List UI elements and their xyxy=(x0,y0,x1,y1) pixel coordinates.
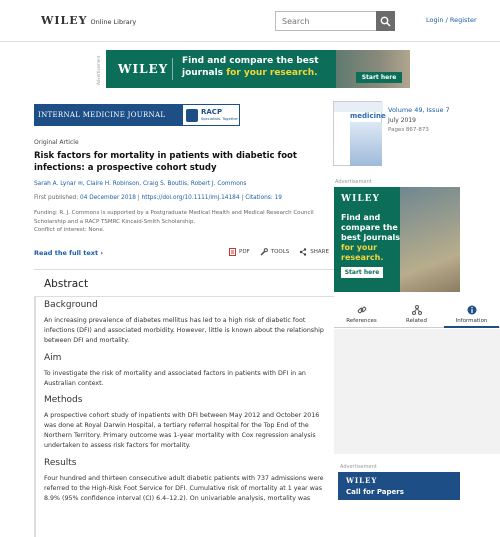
search-icon xyxy=(380,16,391,27)
top-advertisement[interactable] xyxy=(106,50,410,88)
ad-brand: WILEY xyxy=(346,476,378,485)
ad-line1: Find and compare the best xyxy=(182,56,319,66)
abstract-title: Abstract xyxy=(44,278,89,290)
volume-issue-link[interactable]: Volume 49, Issue 7 xyxy=(388,106,450,114)
doi-link[interactable]: https://doi.org/10.1111/imj.14184 xyxy=(141,195,240,201)
author-list[interactable]: Sarah A. Lynar ✉, Claire H. Robinson, Craig S. Boutlis, Robert J. Commons xyxy=(34,181,247,187)
share-button[interactable]: SHARE xyxy=(299,248,329,256)
search-button[interactable] xyxy=(376,11,395,31)
share-icon xyxy=(299,248,307,256)
ad-line: Find and xyxy=(341,213,381,222)
ad-line2: journals for your research. xyxy=(182,68,318,78)
wiley-logo[interactable] xyxy=(41,14,136,27)
publication-info: First published: 04 December 2018 | https://doi.org/10.1111/imj.14184 | Citations: 19 xyxy=(34,195,282,201)
ad-line: best journals xyxy=(341,233,400,242)
ad-divider xyxy=(172,58,173,80)
racp-crest-icon xyxy=(186,109,198,122)
section-text: To investigate the risk of mortality and associated factors in patients with DFI in an Australian context. xyxy=(44,370,306,387)
info-tabs xyxy=(334,300,500,328)
tab-references[interactable]: References xyxy=(334,300,389,328)
ad-start-button[interactable]: Start here xyxy=(356,72,402,83)
advertisement-label: Advertisement xyxy=(96,55,101,85)
article-type: Original Article xyxy=(34,139,79,146)
ad-line: research. xyxy=(341,253,384,262)
logo-subtitle: Online Library xyxy=(90,18,137,26)
divider xyxy=(34,296,334,297)
pdf-icon xyxy=(229,248,236,256)
ad-brand: WILEY xyxy=(118,62,169,76)
tools-button[interactable]: TOOLS xyxy=(260,248,290,256)
journal-banner[interactable]: INTERNAL MEDICINE JOURNAL xyxy=(34,104,182,126)
tab-information[interactable]: Information xyxy=(444,300,499,328)
funding-info: Funding: R. J. Commons is supported by a Postgraduate Medical Health and Medical Research Council Scholarship and a RACP TSMRC Kincaid-Smith Scholarship. Conflict of interest: None. xyxy=(34,210,314,233)
issue-pages: Pages 867-873 xyxy=(388,127,429,133)
related-icon xyxy=(412,305,422,315)
ad-line: for your xyxy=(341,243,378,252)
article-title: Risk factors for mortality in patients with diabetic foot infections: a prospective cohort study xyxy=(34,151,297,173)
section-heading: Aim xyxy=(44,353,62,363)
article-tools xyxy=(229,248,329,256)
journal-cover[interactable] xyxy=(333,101,386,166)
bottom-advertisement[interactable] xyxy=(338,472,460,500)
ad-start-button[interactable]: Start here xyxy=(341,267,383,278)
pdf-button[interactable]: PDF xyxy=(229,248,250,256)
search-input[interactable] xyxy=(275,11,377,31)
citations-link[interactable]: Citations: 19 xyxy=(245,195,282,201)
section-bar xyxy=(34,297,36,537)
tab-related[interactable]: Related xyxy=(389,300,444,328)
cover-title: medicine xyxy=(350,112,386,120)
advertisement-label: Advertisement xyxy=(340,464,377,470)
cover-art xyxy=(350,122,382,166)
issue-month: July 2019 xyxy=(388,117,416,124)
section-heading: Results xyxy=(44,458,77,468)
side-advertisement[interactable] xyxy=(334,187,460,292)
info-icon xyxy=(467,305,477,315)
section-text: An increasing prevalence of diabetes mellitus has led to a high risk of diabetic foot infections (DFI) and associated morbidity. However, little is known about the relationship between DFI and mortality. xyxy=(44,317,324,344)
logo-brand: WILEY xyxy=(41,14,88,27)
cover-band xyxy=(334,102,383,112)
advertisement-label: Advertisement xyxy=(335,179,372,185)
section-heading: Methods xyxy=(44,395,83,405)
published-date: 04 December 2018 xyxy=(80,195,136,201)
racp-tagline: Specialists. Together xyxy=(201,117,239,121)
abstract-section xyxy=(34,269,334,509)
link-icon xyxy=(357,305,367,315)
tab-panel xyxy=(334,329,500,454)
read-full-text-link[interactable]: Read the full text › xyxy=(34,249,104,257)
racp-logo[interactable] xyxy=(182,104,240,126)
racp-name: RACP xyxy=(201,108,223,116)
ad-line: compare the xyxy=(341,223,398,232)
site-header xyxy=(0,0,500,42)
ad-brand: WILEY xyxy=(341,194,380,204)
section-heading: Background xyxy=(44,300,98,310)
ad-photo xyxy=(400,187,460,292)
section-text: Four hundred and thirteen consecutive adult diabetic patients with 737 admissions were referred to the High-Risk Foot Service for DFI. Cumulative risk of mortality at 1 year was 8.9% (95% confidence interval (CI) 6.4–12.2). On univariable analysis, mortality was xyxy=(44,475,324,502)
section-text: A prospective cohort study of inpatients with DFI between May 2012 and October 2016 was done at Royal Darwin Hospital, a tertiary referral hospital for the Top End of the Northern Territory. Primary outcome was 1-year mortality with Cox regression analysis undertaken to assess risk factors for mortality. xyxy=(44,412,320,449)
login-register-link[interactable]: Login / Register xyxy=(426,16,477,24)
wrench-icon xyxy=(260,248,268,256)
ad-cta: Call for Papers xyxy=(346,488,404,496)
